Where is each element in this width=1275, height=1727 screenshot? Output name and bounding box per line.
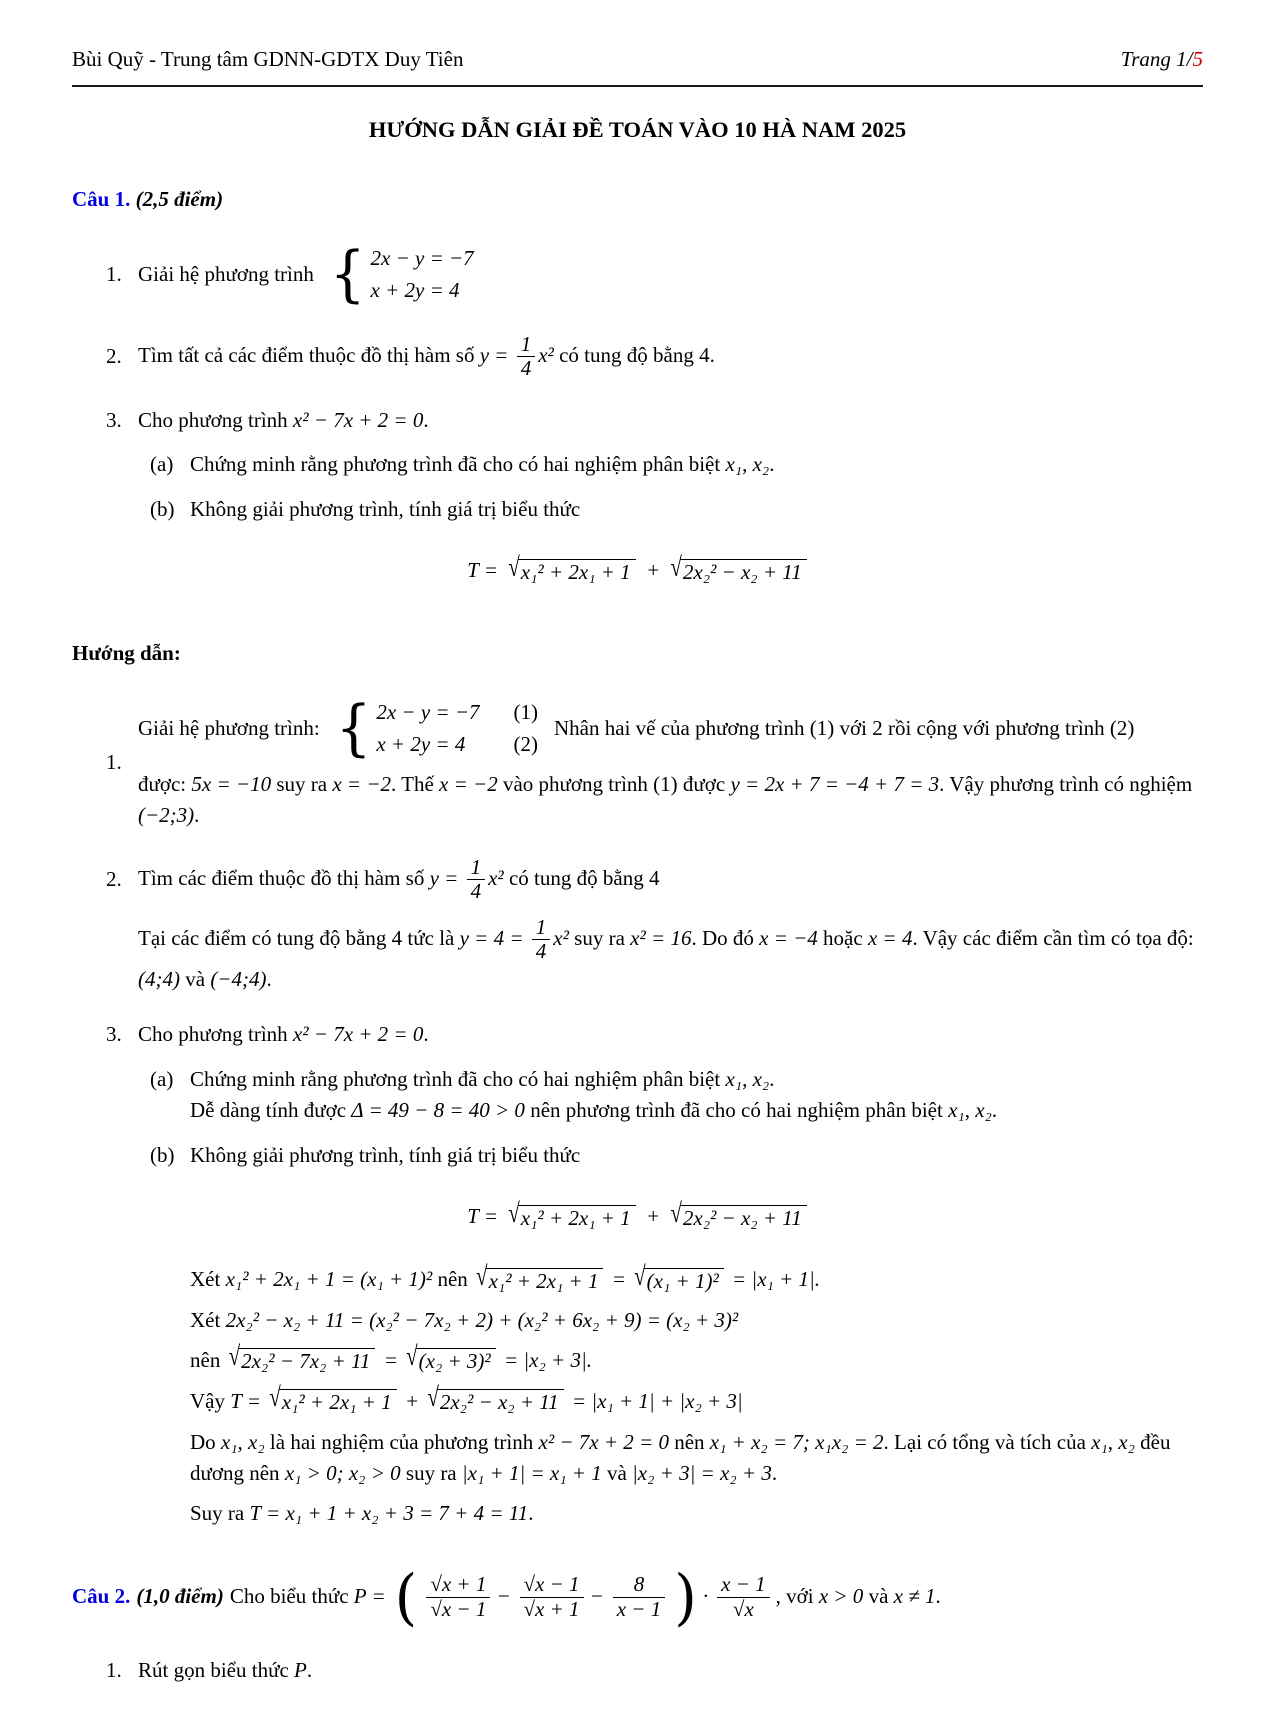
- item-body: [138, 240, 1203, 309]
- fraction-numerator: x − 1: [721, 1572, 766, 1597]
- equals-operator: =: [611, 1267, 626, 1292]
- radicand: (x₂ + 3)²: [416, 1348, 496, 1373]
- page-header: [72, 44, 1203, 87]
- cau1-item3b: [72, 494, 1203, 526]
- subitem-solution: Dễ dàng tính được Δ = 49 − 8 = 40 > 0 nên phương trình đã cho có hai nghiệm phân biệt x₁, x₂.: [190, 1098, 998, 1123]
- square-root: [269, 1381, 396, 1419]
- text-post: x² suy ra x² = 16. Do đó x = −4 hoặc x = 4. Vậy các điểm cần tìm có tọa độ: (4;4) và (−4;4).: [138, 925, 1194, 991]
- cau2-text-pre: Cho biểu thức P =: [229, 1584, 386, 1609]
- line-pre: nên: [190, 1347, 221, 1372]
- radicand: 2x₂² − x₂ + 11: [680, 559, 807, 584]
- subitem-text: Không giải phương trình, tính giá trị biểu thức: [190, 496, 581, 521]
- vay-line: [72, 1381, 1203, 1419]
- item-number: 1.: [106, 750, 122, 775]
- derivation-line: Xét 2x₂² − x₂ + 11 = (x₂² − 7x₂ + 2) + (x₂² + 6x₂ + 9) = (x₂ + 3)²: [190, 1308, 739, 1333]
- plus-operator: +: [645, 1204, 661, 1229]
- item-text-pre: Tìm các điểm thuộc đồ thị hàm số y =: [138, 865, 464, 890]
- system-equation-1: 2x − y = −7: [370, 245, 474, 270]
- guide-item3b: [72, 1140, 1203, 1172]
- fraction-denominator: √x − 1: [426, 1597, 490, 1622]
- radical-sign: √: [508, 551, 520, 583]
- spacer: [106, 916, 138, 996]
- side-text: Nhân hai vế của phương trình (1) với 2 rồi cộng với phương trình (2): [554, 715, 1135, 740]
- xet-line-2: [72, 1305, 1203, 1337]
- radicand: x₁² + 2x₁ + 1: [518, 559, 636, 584]
- subitem-label: (a): [150, 1066, 174, 1091]
- spacer: [150, 1427, 190, 1490]
- equation-system: [329, 238, 474, 310]
- cau1-item2: [72, 333, 1203, 381]
- radicand: x₁² + 2x₁ + 1: [279, 1389, 397, 1414]
- formula-lhs: T =: [467, 1204, 499, 1229]
- radicand: (x₁ + 1)²: [644, 1268, 724, 1293]
- line-post: = |x₁ + 1| + |x₂ + 3|: [571, 1388, 743, 1413]
- square-root: [508, 1197, 635, 1235]
- cau1-label: Câu 1.: [72, 187, 131, 212]
- line-post: = |x₂ + 3|.: [503, 1347, 592, 1372]
- item-text: Giải hệ phương trình: [138, 261, 314, 286]
- header-author: Bùi Quỹ - Trung tâm GDNN-GDTX Duy Tiên: [72, 47, 464, 71]
- solution-paragraph: [138, 916, 1203, 996]
- item-number: 3.: [106, 407, 122, 432]
- equals-operator: =: [383, 1347, 398, 1372]
- radicand: 2x₂² − x₂ + 11: [680, 1205, 807, 1230]
- cau1-item3a: [72, 449, 1203, 481]
- left-brace-glyph: {: [335, 692, 372, 764]
- guide1-row: [138, 694, 1203, 763]
- xet-line-3: [72, 1340, 1203, 1378]
- item-body: [138, 856, 1203, 904]
- fraction-denominator: 4: [517, 356, 536, 381]
- system-equation-1: 2x − y = −7 (1): [376, 696, 538, 729]
- radical-sign: √: [670, 1197, 682, 1229]
- item-text-pre: Tìm tất cả các điểm thuộc đồ thị hàm số y =: [138, 342, 514, 367]
- radicand: 2x₂² − x₂ + 11: [437, 1389, 564, 1414]
- radical-sign: √: [269, 1381, 281, 1413]
- radical-sign: √: [406, 1340, 418, 1372]
- system-equation-2: x + 2y = 4 (2): [376, 728, 538, 761]
- fraction-numerator: √x + 1: [430, 1572, 487, 1597]
- fraction-numerator: 8: [633, 1572, 645, 1597]
- subitem-body: [190, 1064, 1203, 1127]
- guide-heading: Hướng dẫn:: [72, 641, 181, 666]
- header-page-number: [1121, 44, 1203, 76]
- plus-operator: +: [404, 1388, 420, 1413]
- system-equation-2: x + 2y = 4: [370, 278, 460, 303]
- cau2-heading: Câu 2. (1,0 điểm) Cho biểu thức P = ( $\frac{√x + 1}{√x - 1}$ − $\frac{√x - 1}{√x + 1}$ − $\frac{8}{x - 1}$ ) · $\frac{x - 1}{√x}$ , với x > 0 và x ≠ 1.: [72, 1561, 941, 1633]
- system-equations: [376, 696, 538, 761]
- item-number: 2.: [106, 344, 122, 369]
- guide1-continuation: được: 5x = −10 suy ra x = −2. Thế x = −2 vào phương trình (1) được y = 2x + 7 = −4 + 7 = 3. Vậy phương trình có nghiệm (−2;3).: [138, 771, 1193, 828]
- system-equations: [371, 242, 474, 307]
- reasoning-paragraph: Do x₁, x₂ là hai nghiệm của phương trình x² − 7x + 2 = 0 nên x₁ + x₂ = 7; x₁x₂ = 2. Lại có tổng và tích của x₁, x₂ đều dương nên x₁ > 0; x₂ > 0 suy ra |x₁ + 1| = x₁ + 1 và |x₂ + 3| = x₂ + 3.: [190, 1429, 1171, 1486]
- square-root: [228, 1340, 376, 1378]
- guide-item2-solution: [72, 916, 1203, 996]
- cau2-label: Câu 2.: [72, 1584, 131, 1609]
- left-brace-glyph: {: [329, 238, 366, 310]
- square-root: [670, 551, 806, 589]
- spacer: [150, 1345, 190, 1378]
- fraction-denominator: 4: [532, 939, 551, 964]
- cau1-item1: [72, 240, 1203, 309]
- conclusion-line: [190, 1381, 1203, 1419]
- fraction-numerator: 1: [470, 854, 482, 879]
- radical-sign: √: [476, 1260, 488, 1292]
- page-total: 5: [1192, 47, 1203, 71]
- radicand: x₁² + 2x₁ + 1: [486, 1268, 604, 1293]
- item-body: [138, 333, 1203, 381]
- fraction-denominator: 4: [467, 879, 486, 904]
- item-number: 2.: [106, 867, 122, 892]
- suyra-line: [72, 1498, 1203, 1530]
- guide-item1: [72, 694, 1203, 832]
- cdot-operator: ·: [702, 1584, 709, 1609]
- fraction-1: [426, 1573, 490, 1621]
- line-pre: Vậy T =: [190, 1388, 267, 1413]
- item-number: 1.: [106, 261, 122, 286]
- item-body: [138, 694, 1203, 832]
- fraction-numerator: 1: [520, 331, 532, 356]
- equation-tag: (1): [513, 699, 539, 724]
- fraction-numerator: 1: [535, 914, 547, 939]
- fraction-denominator: √x: [717, 1597, 770, 1622]
- radicand: 2x₂² − 7x₂ + 11: [238, 1348, 375, 1373]
- plus-operator: +: [645, 558, 661, 583]
- item-text: Rút gọn biểu thức P.: [138, 1658, 313, 1683]
- radical-sign: √: [508, 1197, 520, 1229]
- text-pre: Tại các điểm có tung độ bằng 4 tức là y = 4 =: [138, 925, 529, 950]
- formula-lhs: T =: [467, 558, 499, 583]
- cau2-text-post: , với x > 0 và x ≠ 1.: [775, 1584, 941, 1609]
- subitem-text: Chứng minh rằng phương trình đã cho có hai nghiệm phân biệt x₁, x₂.: [190, 1066, 775, 1091]
- result-line: Suy ra T = x₁ + 1 + x₂ + 3 = 7 + 4 = 11.: [190, 1500, 534, 1525]
- line-pre: Xét x₁² + 2x₁ + 1 = (x₁ + 1)² nên: [190, 1267, 474, 1292]
- cau2-item1: [72, 1655, 1203, 1687]
- square-root: [406, 1340, 496, 1378]
- cau2-points: (1,0 điểm): [136, 1584, 224, 1609]
- square-root: [476, 1260, 603, 1298]
- fraction-3: [613, 1573, 666, 1621]
- fraction-denominator: x − 1: [613, 1597, 666, 1622]
- guide-item2: [72, 856, 1203, 904]
- cau1-item3: [72, 405, 1203, 437]
- subitem-label: (a): [150, 452, 174, 477]
- subitem-label: (b): [150, 1142, 175, 1167]
- fraction-denominator: √x + 1: [520, 1597, 584, 1622]
- t-formula-solution: [72, 1197, 1203, 1234]
- cau1-heading: [72, 184, 1203, 216]
- item-text-post: x² có tung độ bằng 4.: [538, 342, 715, 367]
- derivation-line: [190, 1340, 1203, 1378]
- radical-sign: √: [634, 1260, 646, 1292]
- fraction: [532, 916, 551, 964]
- line-post: = |x₁ + 1|.: [732, 1267, 821, 1292]
- spacer: [150, 1264, 190, 1297]
- guide-item3a: [72, 1064, 1203, 1127]
- page-title: HƯỚNG DẪN GIẢI ĐỀ TOÁN VÀO 10 HÀ NAM 2025: [368, 116, 907, 142]
- square-root: [508, 551, 635, 589]
- subitem-label: (b): [150, 496, 175, 521]
- item-text: Cho phương trình x² − 7x + 2 = 0.: [138, 407, 429, 432]
- fraction: [467, 856, 486, 904]
- square-root: [427, 1381, 563, 1419]
- do-paragraph: [72, 1427, 1203, 1490]
- cau1-points: (2,5 điểm): [135, 187, 224, 212]
- guide-item3: [72, 1019, 1203, 1051]
- minus-operator: −: [496, 1584, 511, 1609]
- radical-sign: √: [427, 1381, 439, 1413]
- square-root: [634, 1260, 724, 1298]
- xet-line-1: [72, 1260, 1203, 1297]
- item-number: 3.: [106, 1022, 122, 1047]
- fraction: [517, 333, 536, 381]
- spacer: [150, 1305, 190, 1337]
- radicand: x₁² + 2x₁ + 1: [518, 1205, 636, 1230]
- radical-sign: √: [670, 551, 682, 583]
- item-text: Giải hệ phương trình:: [138, 715, 320, 740]
- square-root: [670, 1197, 806, 1235]
- subitem-text: Chứng minh rằng phương trình đã cho có hai nghiệm phân biệt x₁, x₂.: [190, 452, 775, 477]
- fraction-2: [520, 1573, 584, 1621]
- spacer: [150, 1386, 190, 1419]
- derivation-line: [190, 1260, 1203, 1297]
- t-formula-statement: [72, 551, 1203, 588]
- item-text-post: x² có tung độ bằng 4: [488, 865, 660, 890]
- minus-operator: −: [589, 1584, 604, 1609]
- item-number: 1.: [106, 1658, 122, 1683]
- fraction-4: [717, 1573, 770, 1621]
- fraction-numerator: √x − 1: [523, 1572, 580, 1597]
- equation-tag: (2): [513, 732, 539, 757]
- item-text: Cho phương trình x² − 7x + 2 = 0.: [138, 1022, 429, 1047]
- subitem-text: Không giải phương trình, tính giá trị biểu thức: [190, 1142, 581, 1167]
- equation-system: [335, 692, 539, 764]
- page-label: Trang 1/: [1120, 47, 1193, 71]
- spacer: [150, 1498, 190, 1530]
- radical-sign: √: [228, 1340, 241, 1372]
